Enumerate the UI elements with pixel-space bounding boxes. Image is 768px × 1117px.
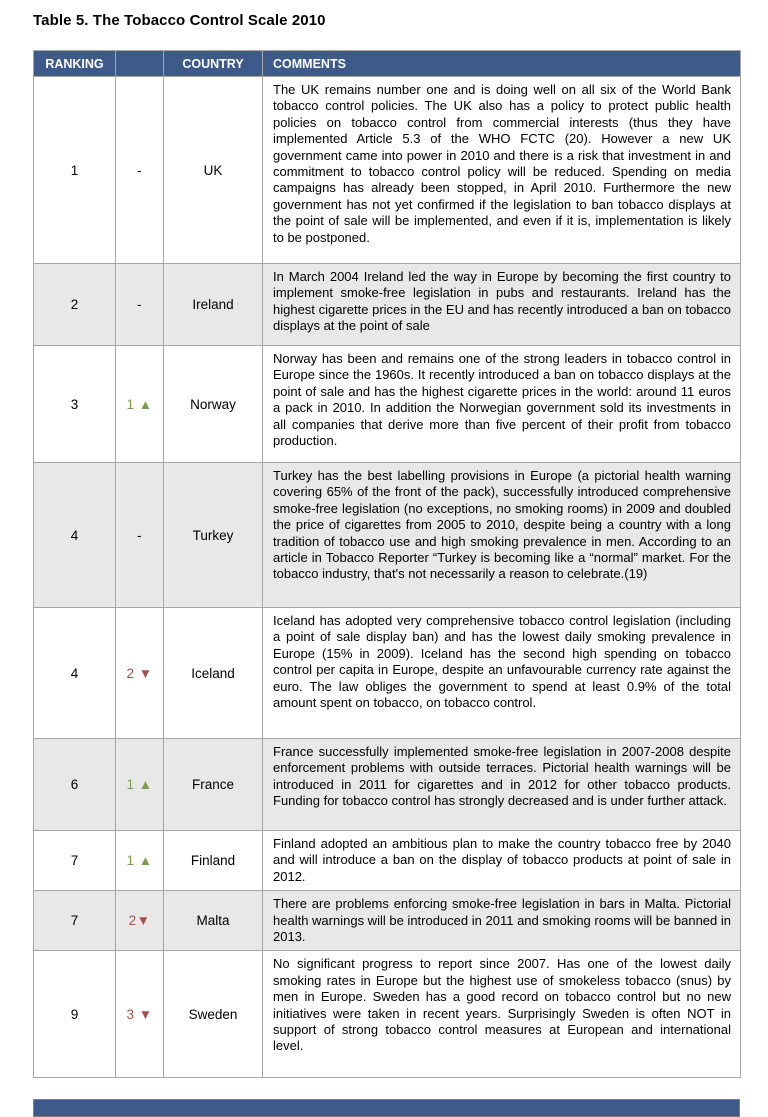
country-name: UK <box>164 77 263 264</box>
rank-change-indicator <box>116 264 164 346</box>
ranking-value: 2 <box>34 264 116 346</box>
comments-text: No significant progress to report since 2007. Has one of the lowest daily smoking rates in Europe but the highest use of smokeless tobacco (snus) by men in Europe. Sweden has a good record on tobacco control but no new initiatives were taken in recent years. Surprisingly Sweden is often NOT in support of strong tobacco control measures at European and international level. <box>273 956 731 1054</box>
ranking-value: 9 <box>34 951 116 1078</box>
rank-change-indicator <box>116 831 164 891</box>
header-change <box>116 51 164 77</box>
ranking-value: 7 <box>34 891 116 951</box>
rank-down-arrow: 2 ▼ <box>126 665 153 681</box>
country-name: Sweden <box>164 951 263 1078</box>
rank-up-arrow: 1 ▲ <box>126 853 153 869</box>
table-row-turkey <box>34 463 741 608</box>
table-row-iceland <box>34 608 741 739</box>
ranking-value: 4 <box>34 608 116 739</box>
rank-down-arrow: 2▼ <box>128 913 151 929</box>
table-header <box>34 51 741 77</box>
tobacco-control-scale-table <box>33 50 741 1078</box>
ranking-value: 1 <box>34 77 116 264</box>
table-row-sweden <box>34 951 741 1078</box>
rank-change-indicator <box>116 891 164 951</box>
comments-cell <box>263 463 741 608</box>
comments-text: France successfully implemented smoke-free legislation in 2007-2008 despite enforcement problems with outside terraces. Pictorial health warnings will be introduced in 2011 for cigarettes and in 2012 for other tobacco products. Funding for tobacco control has strongly decreased and is under further attack. <box>273 744 731 809</box>
rank-change-indicator <box>116 346 164 463</box>
rank-change-indicator <box>116 463 164 608</box>
header-ranking: RANKING <box>34 51 116 77</box>
country-name: Iceland <box>164 608 263 739</box>
rank-up-arrow: 1 ▲ <box>126 777 153 792</box>
comments-cell <box>263 831 741 891</box>
ranking-value: 4 <box>34 463 116 608</box>
rank-change-text: - <box>137 162 142 178</box>
comments-text: Iceland has adopted very comprehensive tobacco control legislation (including a point of sale display ban) and has the lowest daily smoking prevalence in Europe (15% in 2009). Iceland has the second high spending on tobacco control per capita in Europe, despite an unfavourable currency rate against the euro. The law obliges the government to spend at least 0.9% of the total amount spent on tobacco, on tobacco control. <box>273 613 731 711</box>
table-row-ireland <box>34 264 741 346</box>
rank-up-arrow: 1 ▲ <box>126 396 153 412</box>
country-name: Norway <box>164 346 263 463</box>
next-table-header-bar <box>33 1099 740 1117</box>
country-name: Turkey <box>164 463 263 608</box>
comments-cell <box>263 77 741 264</box>
table-row-malta <box>34 891 741 951</box>
comments-text: Finland adopted an ambitious plan to make the country tobacco free by 2040 and will introduce a ban on the display of tobacco products at point of sale in 2012. <box>273 836 731 884</box>
country-name: France <box>164 739 263 831</box>
table-row-uk <box>34 77 741 264</box>
rank-change-indicator <box>116 739 164 831</box>
table-row-france <box>34 739 741 831</box>
rank-change-indicator <box>116 608 164 739</box>
rank-change-text: - <box>137 297 142 312</box>
comments-cell <box>263 891 741 951</box>
comments-cell <box>263 346 741 463</box>
rank-change-indicator <box>116 77 164 264</box>
country-name: Malta <box>164 891 263 951</box>
rank-down-arrow: 3 ▼ <box>126 1006 153 1022</box>
comments-cell <box>263 264 741 346</box>
comments-text: Norway has been and remains one of the strong leaders in tobacco control in Europe since the 1960s. It recently introduced a ban on tobacco displays at the point of sale and has the highest cigarette prices in the world: around 11 euros a pack in 2010. In addition the Norwegian government sold its investments in all companies that derive more than five percent of their profit from tobacco production. <box>273 351 731 449</box>
ranking-value: 7 <box>34 831 116 891</box>
comments-text: Turkey has the best labelling provisions in Europe (a pictorial health warning covering 65% of the front of the pack), successfully introduced comprehensive smoke-free legislation (no exceptions, no smoking rooms) in 2009 and doubled the price of cigarettes from 2005 to 2010, despite being a country with a long tradition of tobacco use and high smoking prevalence in men. According to an article in Tobacco Reporter “Turkey is becoming like a “normal” market. For the tobacco industry, that's not necessarily a reason to celebrate.(19) <box>273 468 731 582</box>
comments-cell <box>263 739 741 831</box>
table-row-finland <box>34 831 741 891</box>
country-name: Finland <box>164 831 263 891</box>
rank-change-indicator <box>116 951 164 1078</box>
ranking-value: 3 <box>34 346 116 463</box>
rank-change-text: - <box>137 527 142 543</box>
header-comments: COMMENTS <box>263 51 741 77</box>
comments-text: In March 2004 Ireland led the way in Europe by becoming the first country to implement smoke-free legislation in pubs and restaurants. Ireland has the highest cigarette prices in the EU and has recently introduced a ban on tobacco displays at the point of sale <box>273 269 731 334</box>
comments-text: There are problems enforcing smoke-free legislation in bars in Malta. Pictorial health warnings will be introduced in 2011 and smoking rooms will be banned in 2013. <box>273 896 731 945</box>
country-name: Ireland <box>164 264 263 346</box>
table-row-norway <box>34 346 741 463</box>
page-title: Table 5. The Tobacco Control Scale 2010 <box>33 12 326 29</box>
ranking-value: 6 <box>34 739 116 831</box>
comments-cell <box>263 608 741 739</box>
header-country: COUNTRY <box>164 51 263 77</box>
comments-cell <box>263 951 741 1078</box>
comments-text: The UK remains number one and is doing well on all six of the World Bank tobacco control policies. The UK also has a policy to protect public health policies on tobacco control from commercial interests (thus they have implemented Article 5.3 of the WHO FCTC (20). However a new UK government came into power in 2010 and there is a risk that investment in and commitment to tobacco control policy will be reduced. Spending on media campaigns has already been stopped, in April 2010. Furthermore the new government has not yet confirmed if the legislation to ban tobacco displays at the point of sale will be implemented, and even if it is, implementation is likely to be postponed. <box>273 82 731 245</box>
